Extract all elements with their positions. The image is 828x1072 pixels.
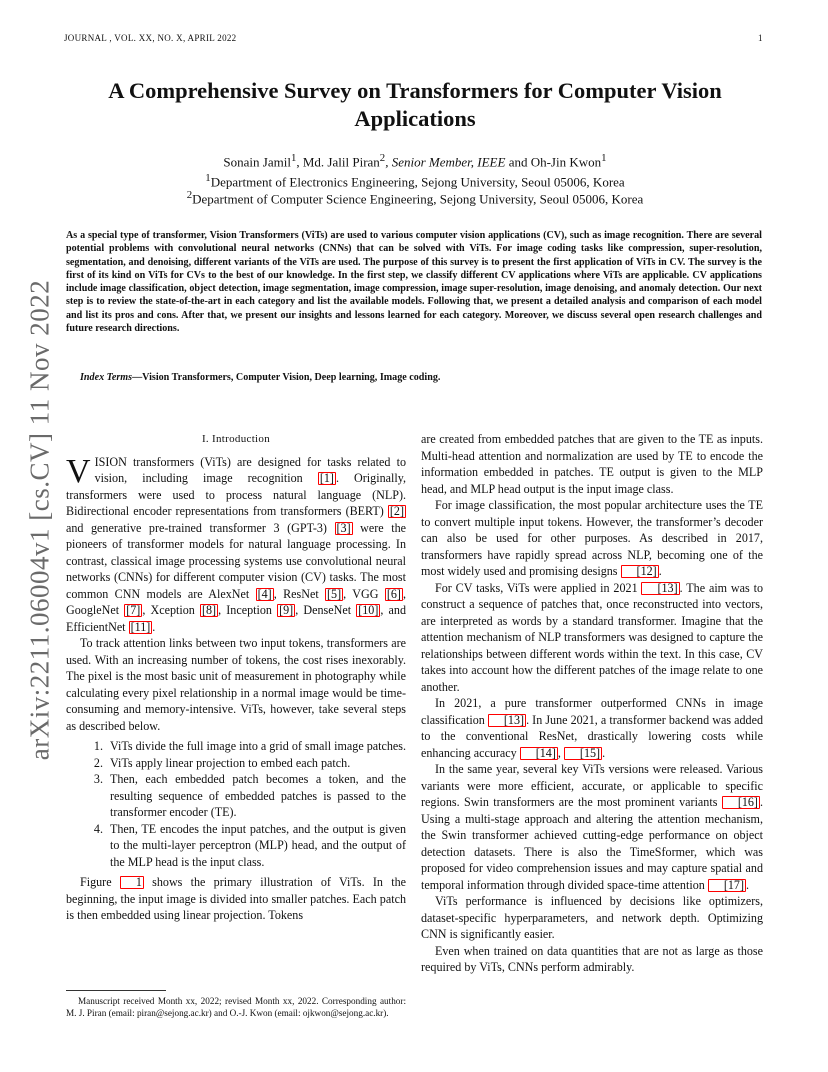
citation-link[interactable]: [4] xyxy=(257,586,272,601)
affiliation-mark: 2 xyxy=(186,189,193,201)
citation-link[interactable]: [7] xyxy=(126,603,141,617)
author-separator: , xyxy=(296,154,303,170)
citation-link[interactable]: [10] xyxy=(358,603,379,617)
citation-link[interactable]: [5] xyxy=(327,586,342,601)
citation-link[interactable]: [1] xyxy=(319,471,334,485)
author-name: Md. Jalil Piran xyxy=(302,154,380,170)
index-terms xyxy=(80,372,760,383)
drop-cap: V xyxy=(66,452,91,490)
citation-link[interactable]: [9] xyxy=(279,603,294,617)
author-separator: and xyxy=(505,154,531,170)
citation-link[interactable]: [13] xyxy=(641,582,679,595)
author-name: Oh-Jin Kwon xyxy=(530,154,602,170)
paper-title: A Comprehensive Survey on Transformers for Computer Vision Applications xyxy=(108,78,722,131)
author-name: Sonain Jamil xyxy=(223,154,291,170)
running-header: JOURNAL , VOL. XX, NO. X, APRIL 2022 xyxy=(64,33,237,43)
list-item: 1. ViTs divide the full image into a grid of small image patches. xyxy=(106,738,406,755)
body-paragraph: For CV tasks, ViTs were applied in 2021 [13] . The aim was to construct a sequence of patches that, once reconstructed into vectors, are interpreted as words by a standard transformer. Imagine that the attention mechanism of NLP transformers was designed to capture the relationships between different words within the text. In this case, CV takes into account how the different patches of the image relate to one another. xyxy=(421,580,763,694)
affiliation xyxy=(80,189,750,207)
author-affil-mark: 1 xyxy=(601,152,607,164)
page-number: 1 xyxy=(758,33,763,43)
citation-link[interactable]: [2] xyxy=(389,504,404,518)
footnote-text: Manuscript received Month xx, 2022; revised Month xx, 2022. Corresponding author: M. J. Piran (email: piran@sejong.ac.kr) and O.-J. Kwon (email: ojkwon@sejong.ac.kr). xyxy=(66,996,406,1018)
citation-link[interactable]: [16] xyxy=(722,796,760,809)
author-role: , Senior Member, IEEE xyxy=(385,154,506,170)
affiliation-text: Department of Computer Science Engineering, Sejong University, Seoul 05006, Korea xyxy=(192,191,644,207)
citation-link[interactable]: [3] xyxy=(336,520,351,535)
author-affil-mark: 2 xyxy=(379,152,386,164)
affiliation xyxy=(80,172,750,190)
body-paragraph: Figure 1 shows the primary illustration of ViTs. In the beginning, the input image is divided into smaller patches. Each patch is then embedded using linear projection. Tokens xyxy=(66,875,406,922)
footnote-divider xyxy=(66,990,166,991)
arxiv-stamp xyxy=(20,280,60,760)
affiliation-mark: 1 xyxy=(205,172,211,184)
body-paragraph: Even when trained on data quantities that are not as large as those required by ViTs, CNNs perform admirably. xyxy=(421,943,763,974)
citation-link[interactable]: [13] xyxy=(488,714,526,727)
citation-link[interactable]: [6] xyxy=(386,586,401,601)
body-paragraph: In the same year, several key ViTs versions were released. Various variants were more efficient, accurate, or applicable to specific regions. Swin transformers are the most prominent variants [16] . Using a multi-stage approach and altering the attention mechanism, the Swin transformer achieved cutting-edge performance on object detection datasets. There is also the TimeSformer, which was proposed for video comprehension issues and may capture spatial and temporal information through divided space-time attention [17] . xyxy=(421,762,763,892)
index-terms-label: Index Terms xyxy=(80,372,133,383)
body-paragraph: ViTs performance is influenced by decisions like optimizers, dataset-specific hyperparameters, and network depth. Optimizing CNN is significantly easier. xyxy=(421,894,763,941)
citation-link[interactable]: [8] xyxy=(201,603,217,617)
citation-link[interactable]: [14] xyxy=(520,747,558,760)
section-title: I. Introduction xyxy=(201,433,271,445)
author-line xyxy=(80,152,750,170)
footnote xyxy=(66,996,406,1019)
right-column xyxy=(421,431,763,976)
abstract: As a special type of transformer, Vision Transformers (ViTs) are used to various computer vision applications (CV), such as image recognition. There are several potential problems with convolutional neural networks (CNNs) that can be solved with ViTs. For image coding tasks like compression, super-resolution, segmentation, and denoising, different variants of the ViTs are used. The purpose of this survey is to present the first application of ViTs in CV. The survey is the first of its kind on ViTs for CVs to the best of our knowledge. In the first step, we classify different CV applications where ViTs are applicable. CV applications include image classification, object detection, image segmentation, image compression, image super-resolution, image denoising, and anomaly detection. Our next step is to review the state-of-the-art in each category and list the available models. Following that, we present a detailed analysis and comparison of each model and list its pros and cons. After that, we present our insights and lessons learned for each category. Moreover, we discuss several open research challenges and future research directions. xyxy=(66,230,762,335)
body-paragraph: In 2021, a pure transformer outperformed CNNs in image classification [13] . In June 2021, a transformer backend was added to the conventional ResNet, drastically lowering costs while enhancing accuracy [14] , [15] . xyxy=(421,696,763,760)
citation-link[interactable]: [12] xyxy=(621,565,659,578)
citation-link[interactable]: [15] xyxy=(564,747,602,760)
body-paragraph: are created from embedded patches that are given to the TE as inputs. Multi-head attention and normalization are used by TE to encode the information embedded in patches. TE output is given to the MLP head, and MLP head output is the input image class. xyxy=(421,432,763,496)
left-column xyxy=(66,431,406,924)
affiliation-text: Department of Electronics Engineering, Sejong University, Seoul 05006, Korea xyxy=(210,174,625,190)
arxiv-stamp-text: arXiv:2211.06004v1 [cs.CV] 11 Nov 2022 xyxy=(24,279,55,761)
author-affil-mark: 1 xyxy=(290,152,297,164)
citation-link[interactable]: [17] xyxy=(708,879,746,892)
list-item: 3. Then, each embedded patch becomes a token, and the resulting sequence of embedded patches is passed to the transformer encoder (TE). xyxy=(106,771,406,821)
figure-link[interactable]: 1 xyxy=(120,876,144,889)
list-item: 4. Then, TE encodes the input patches, and the output is given to the multi-layer perceptron (MLP) head, and the output of the MLP head is the input class. xyxy=(106,821,406,871)
intro-paragraph: VISION transformers (ViTs) are designed for tasks related to vision, including image recognition [1] . Originally, transformers were used to process natural language (NLP). Bidirectional encoder representations from transformers (BERT) [2] and generative pre-trained transformer 3 (GPT-3) [3] were the pioneers of transformer models for natural language processing. In contrast, classical image processing systems use convolutional neural networks (CNNs) for different computer vision (CV) tasks. The most common CNN models are AlexNet [4] , ResNet [5] , VGG [6] , GoogleNet [7] , Xception [8] , Inception [9] , DenseNet [10] , and EfficientNet [11] . xyxy=(66,452,407,634)
body-paragraph: To track attention links between two input tokens, transformers are used. With an increasing number of tokens, the cost rises inexorably. The pixel is the most basic unit of measurement in photography while calculating every pixel relationship in a normal image would be time-consuming and memory-intensive. ViTs, however, take several steps as described below. xyxy=(66,636,406,733)
body-paragraph: For image classification, the most popular architecture uses the TE to convert multiple input tokens. However, the transformer’s decoder can also be used for other purposes. As described in 2017, transformers have rapidly spread across NLP, becoming one of the most widely used and promising designs [12] . xyxy=(421,498,763,578)
list-item: 2. ViTs apply linear projection to embed each patch. xyxy=(106,755,406,772)
index-terms-text: —Vision Transformers, Computer Vision, Deep learning, Image coding. xyxy=(132,372,441,383)
citation-link[interactable]: [11] xyxy=(130,619,151,634)
steps-list xyxy=(66,738,406,870)
